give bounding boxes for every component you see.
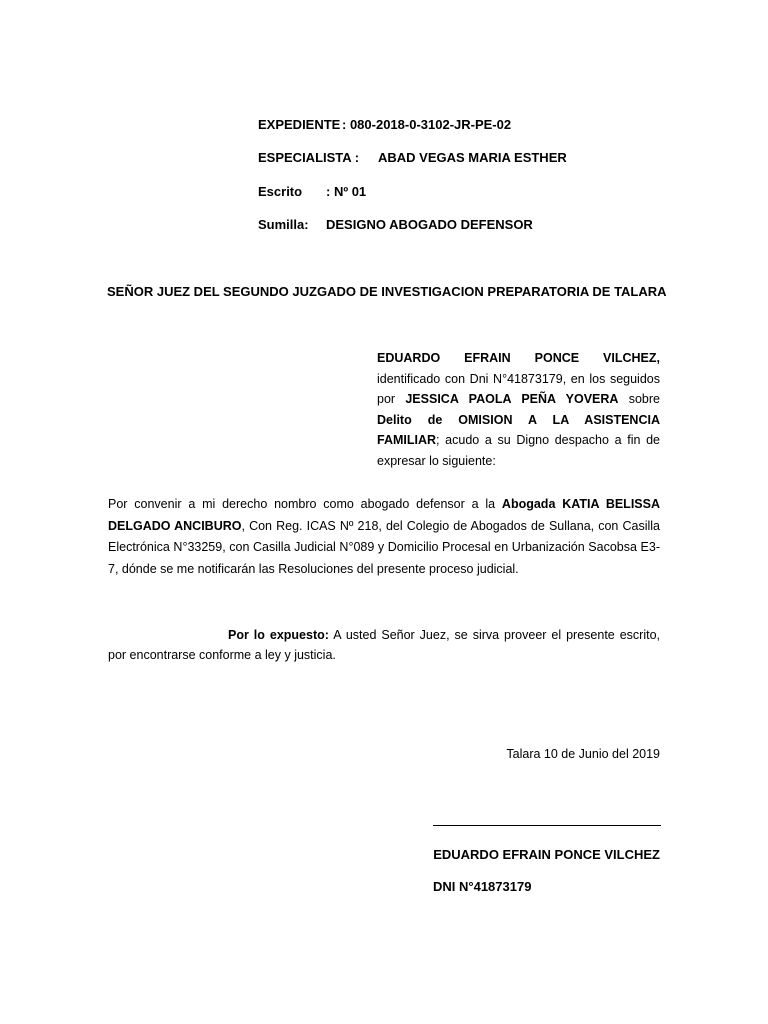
lawyer-name: Abogada KATIA BELISSA DELGADO ANCIBURO [108,497,660,533]
designation-paragraph [108,494,660,580]
intro-text-1: identificado con Dni N°41873179, en los seguidos por [377,371,660,406]
expediente-row [258,117,512,133]
intro-text-3: ; acudo a su Digno despacho a fin de expresar lo siguiente: [377,433,660,468]
sumilla-value: DESIGNO ABOGADO DEFENSOR [326,217,533,232]
signature-name: EDUARDO EFRAIN PONCE VILCHEZ [433,847,660,862]
expediente-value: : 080-2018-0-3102-JR-PE-02 [342,117,512,132]
addressee: SEÑOR JUEZ DEL SEGUNDO JUZGADO DE INVESTIGACION PREPARATORIA DE TALARA [107,284,667,299]
intro-text-2: sobre [618,392,660,406]
signature-line [433,825,661,826]
document-date: Talara 10 de Junio del 2019 [506,747,660,761]
party-name: JESSICA PAOLA PEÑA YOVERA [405,392,619,406]
especialista-label: ESPECIALISTA : [258,150,360,165]
petitioner-name: EDUARDO EFRAIN PONCE VILCHEZ, [377,351,660,365]
sumilla-row [258,217,533,233]
closing-paragraph [108,625,660,665]
intro-paragraph [377,348,660,471]
crime-name: Delito de OMISION A LA ASISTENCIA FAMILIAR [377,412,660,447]
especialista-value: ABAD VEGAS MARIA ESTHER [378,150,567,165]
sumilla-label: Sumilla: [258,217,309,232]
expediente-label: EXPEDIENTE [258,117,341,132]
escrito-label: Escrito [258,184,303,199]
closing-text: A usted Señor Juez, se sirva proveer el presente escrito, por encontrarse conforme a ley y justicia. [108,628,660,662]
escrito-row [258,184,367,200]
escrito-value: : Nº 01 [326,184,367,199]
designation-text-2: , Con Reg. ICAS Nº 218, del Colegio de Abogados de Sullana, con Casilla Electrónica N°33259, con Casilla Judicial N°089 y Domicilio Procesal en Urbanización Sacobsa E3-7, dónde se me notificarán las Resoluciones del presente proceso judicial. [108,518,660,576]
signature-dni: DNI N°41873179 [433,879,532,894]
especialista-row [258,150,567,166]
closing-lead: Por lo expuesto: [228,628,329,642]
designation-text-1: Por convenir a mi derecho nombro como abogado defensor a la [108,497,502,511]
